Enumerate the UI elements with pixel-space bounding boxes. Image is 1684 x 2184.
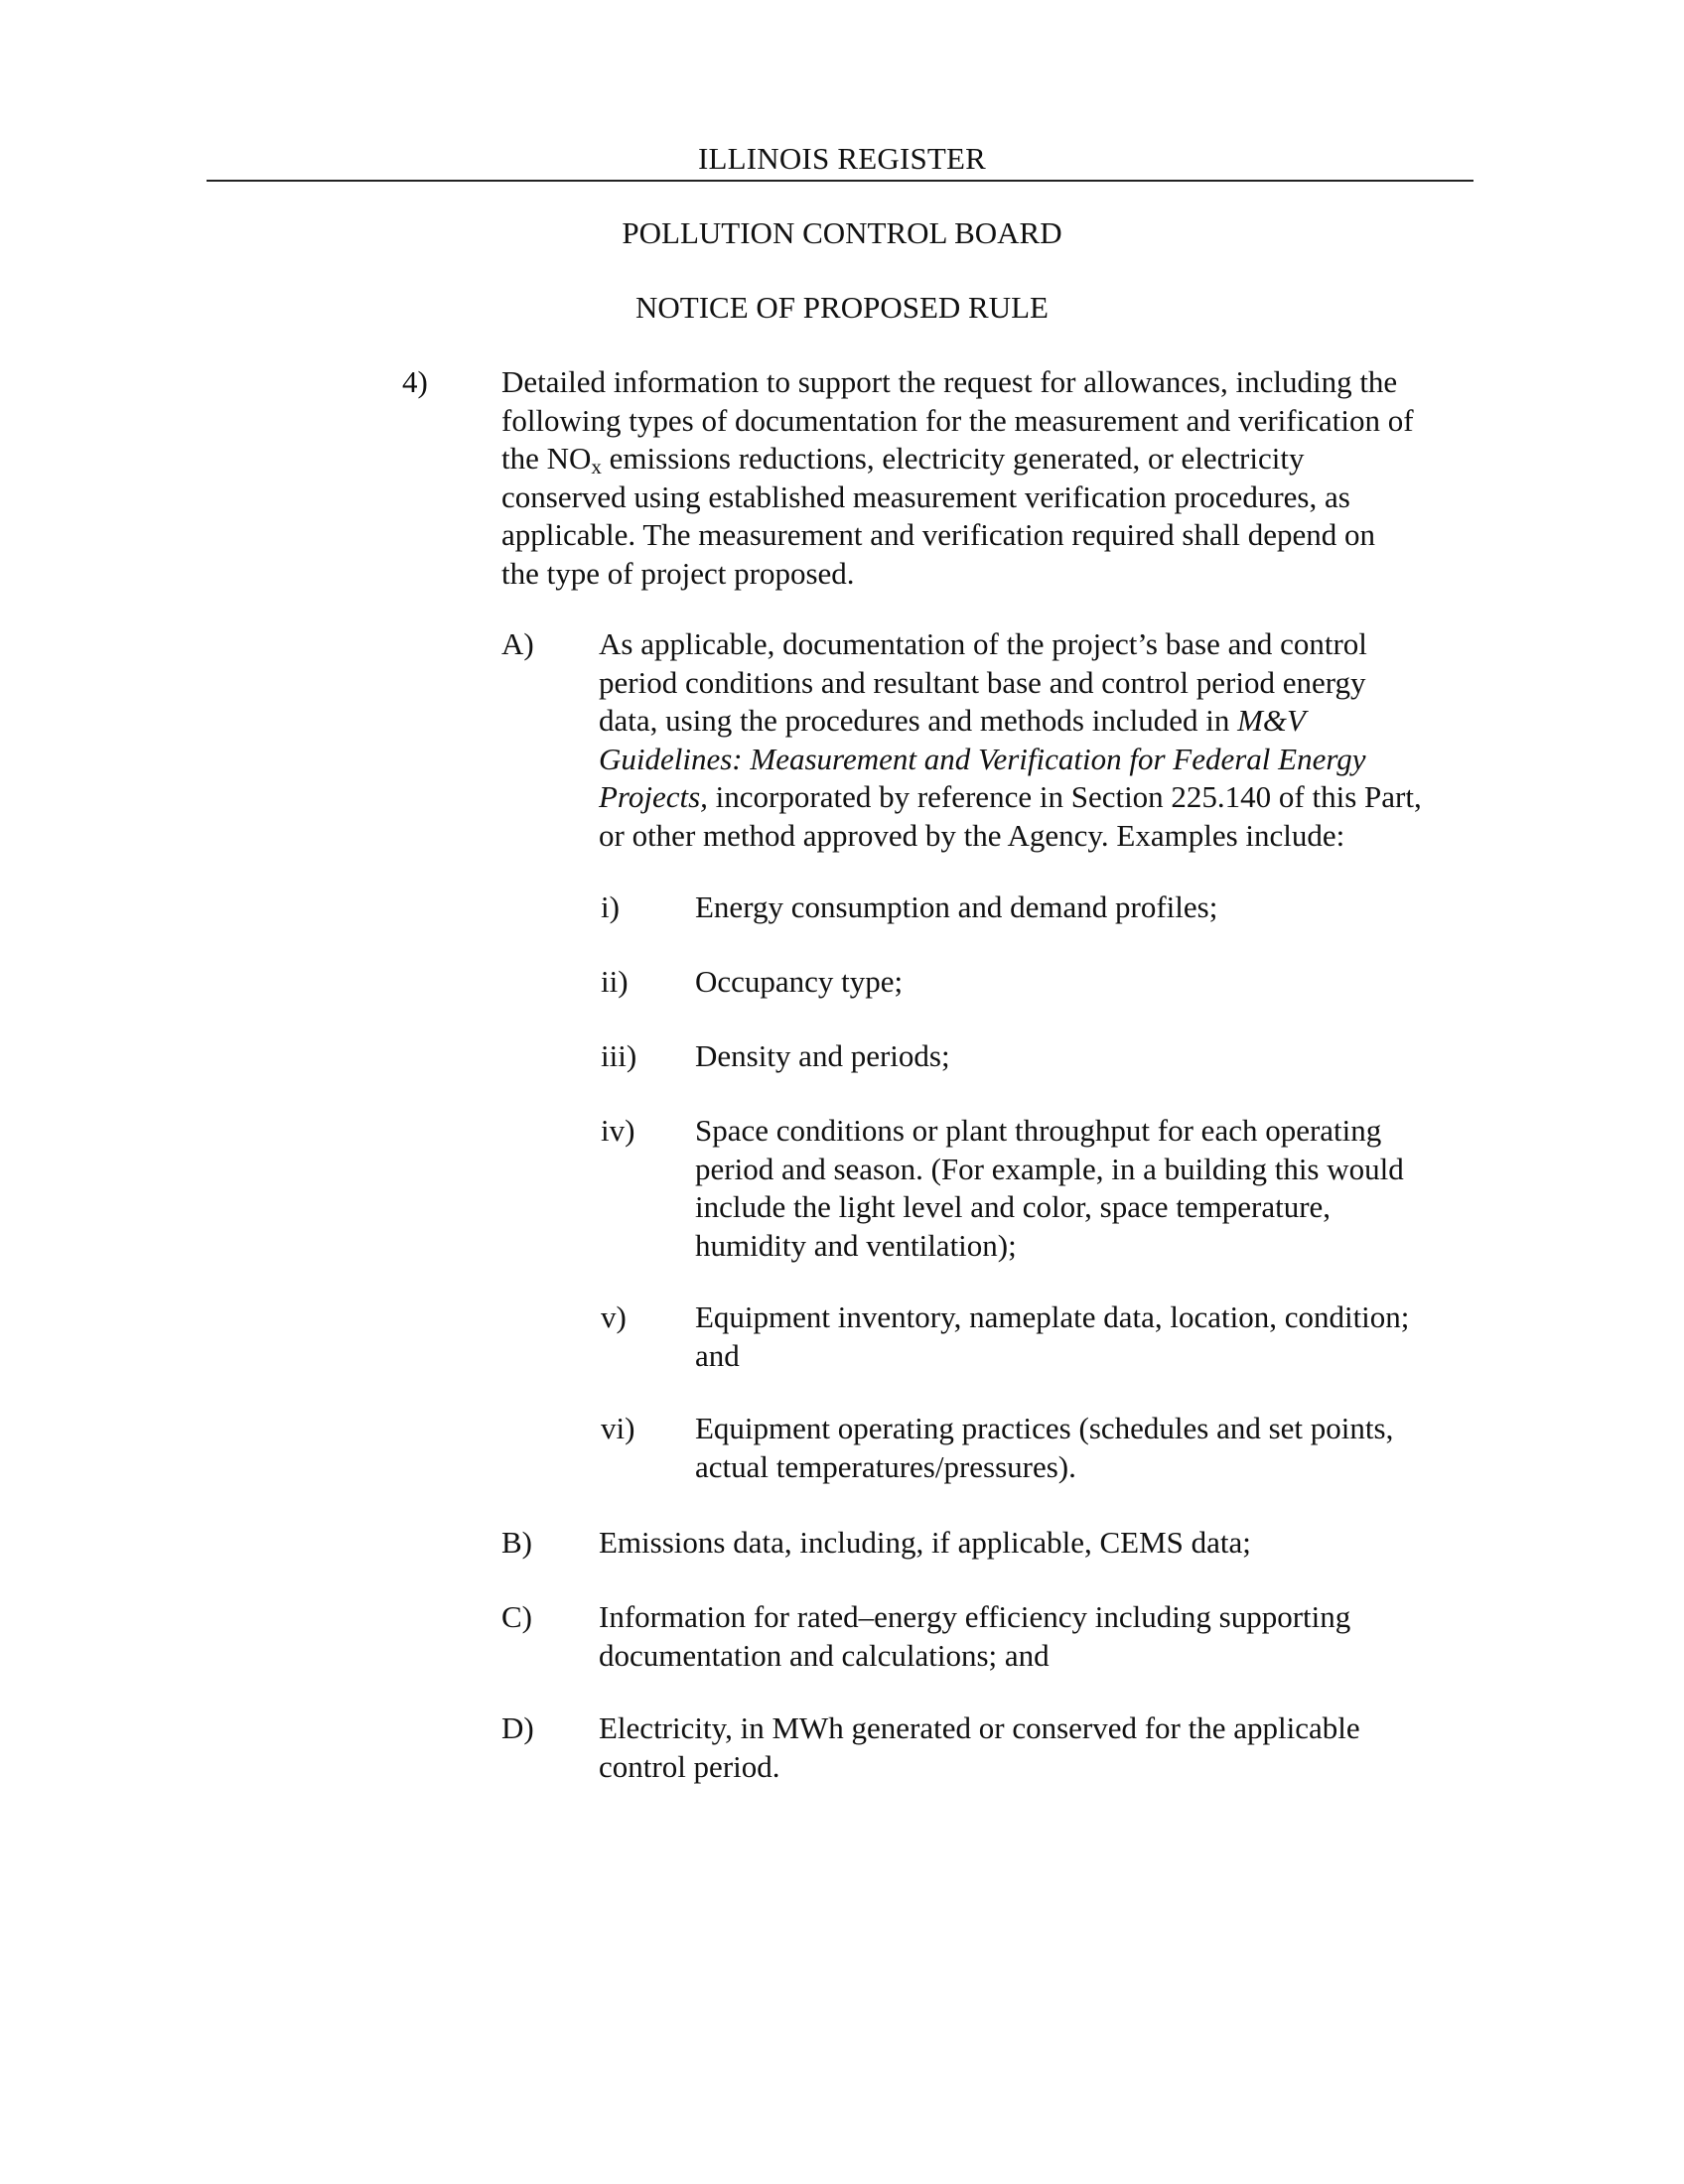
subitem-line: Space conditions or plant throughput for each operating	[695, 1113, 1382, 1148]
item-4-line: applicable. The measurement and verification required shall depend on	[501, 517, 1376, 552]
item-d-line: Electricity, in MWh generated or conserved for the applicable	[599, 1710, 1360, 1745]
subitem-iv-text	[695, 1112, 1404, 1265]
subitem-line: Energy consumption and demand profiles;	[695, 889, 1218, 924]
subitem-i-text	[695, 888, 1217, 927]
item-b-text	[599, 1524, 1251, 1563]
subitem-iii-label: iii)	[601, 1038, 637, 1073]
nox-subscript: x	[591, 455, 602, 478]
subitem-line: Density and periods;	[695, 1038, 950, 1073]
subitem-ii-label: ii)	[601, 964, 629, 999]
subitem-line: Occupancy type;	[695, 964, 904, 999]
item-d-text	[599, 1709, 1360, 1786]
mv-guidelines-title: Guidelines: Measurement and Verification for Federal Energy	[599, 741, 1366, 776]
item-4-line	[501, 440, 1414, 478]
item-a-line: or other method approved by the Agency. Examples include:	[599, 817, 1345, 853]
subitem-vi-text	[695, 1410, 1393, 1486]
item-a-label: A)	[501, 626, 534, 661]
item-4-line-rest: emissions reductions, electricity generated, or electricity	[609, 441, 1305, 476]
subitem-v-text	[695, 1298, 1409, 1375]
item-c-line: Information for rated–energy efficiency including supporting	[599, 1599, 1351, 1634]
mv-guidelines-italic: M&V	[1237, 703, 1306, 738]
item-a-line: As applicable, documentation of the project’s base and control	[599, 626, 1367, 661]
item-4-line: following types of documentation for the measurement and verification of	[501, 402, 1414, 438]
item-a-line-text: data, using the procedures and methods included in	[599, 703, 1238, 738]
item-4-number: 4)	[402, 364, 428, 399]
item-b-line: Emissions data, including, if applicable, CEMS data;	[599, 1525, 1251, 1560]
subitem-line: Equipment operating practices (schedules and set points,	[695, 1411, 1394, 1445]
item-a-line	[599, 778, 1422, 817]
item-a-line: period conditions and resultant base and control period energy	[599, 664, 1366, 700]
item-4-line: the type of project proposed.	[501, 555, 855, 591]
subitem-v-label: v)	[601, 1299, 627, 1334]
item-c-line: documentation and calculations; and	[599, 1637, 1050, 1673]
item-4-line: conserved using established measurement verification procedures, as	[501, 478, 1350, 514]
subitem-line: period and season. (For example, in a building this would	[695, 1151, 1404, 1186]
item-c-label: C)	[501, 1599, 532, 1634]
projects-italic: Projects,	[599, 779, 708, 814]
nox-label: the NO	[501, 441, 592, 476]
item-b-label: B)	[501, 1525, 532, 1560]
subitem-vi-label: vi)	[601, 1411, 635, 1445]
subitem-line: include the light level and color, space temperature,	[695, 1189, 1332, 1224]
subitem-i-label: i)	[601, 889, 620, 924]
item-d-line: control period.	[599, 1748, 780, 1784]
board-name: POLLUTION CONTROL BOARD	[622, 215, 1062, 250]
register-title: ILLINOIS REGISTER	[697, 141, 987, 176]
item-a-line-text: incorporated by reference in Section 225.140 of this Part,	[707, 779, 1422, 814]
item-4-text	[501, 363, 1414, 593]
item-c-text	[599, 1598, 1350, 1675]
header-rule	[207, 180, 1474, 182]
subitem-iii-text	[695, 1037, 950, 1076]
item-a-line	[599, 702, 1422, 741]
item-4-line: Detailed information to support the request for allowances, including the	[501, 364, 1398, 399]
item-d-label: D)	[501, 1710, 534, 1745]
notice-title: NOTICE OF PROPOSED RULE	[635, 290, 1049, 325]
subitem-iv-label: iv)	[601, 1113, 635, 1148]
subitem-line: actual temperatures/pressures).	[695, 1448, 1076, 1484]
item-a-text	[599, 625, 1422, 855]
subitem-line: Equipment inventory, nameplate data, location, condition;	[695, 1299, 1410, 1334]
subitem-ii-text	[695, 963, 903, 1002]
subitem-line: humidity and ventilation);	[695, 1227, 1017, 1263]
subitem-line: and	[695, 1337, 740, 1373]
